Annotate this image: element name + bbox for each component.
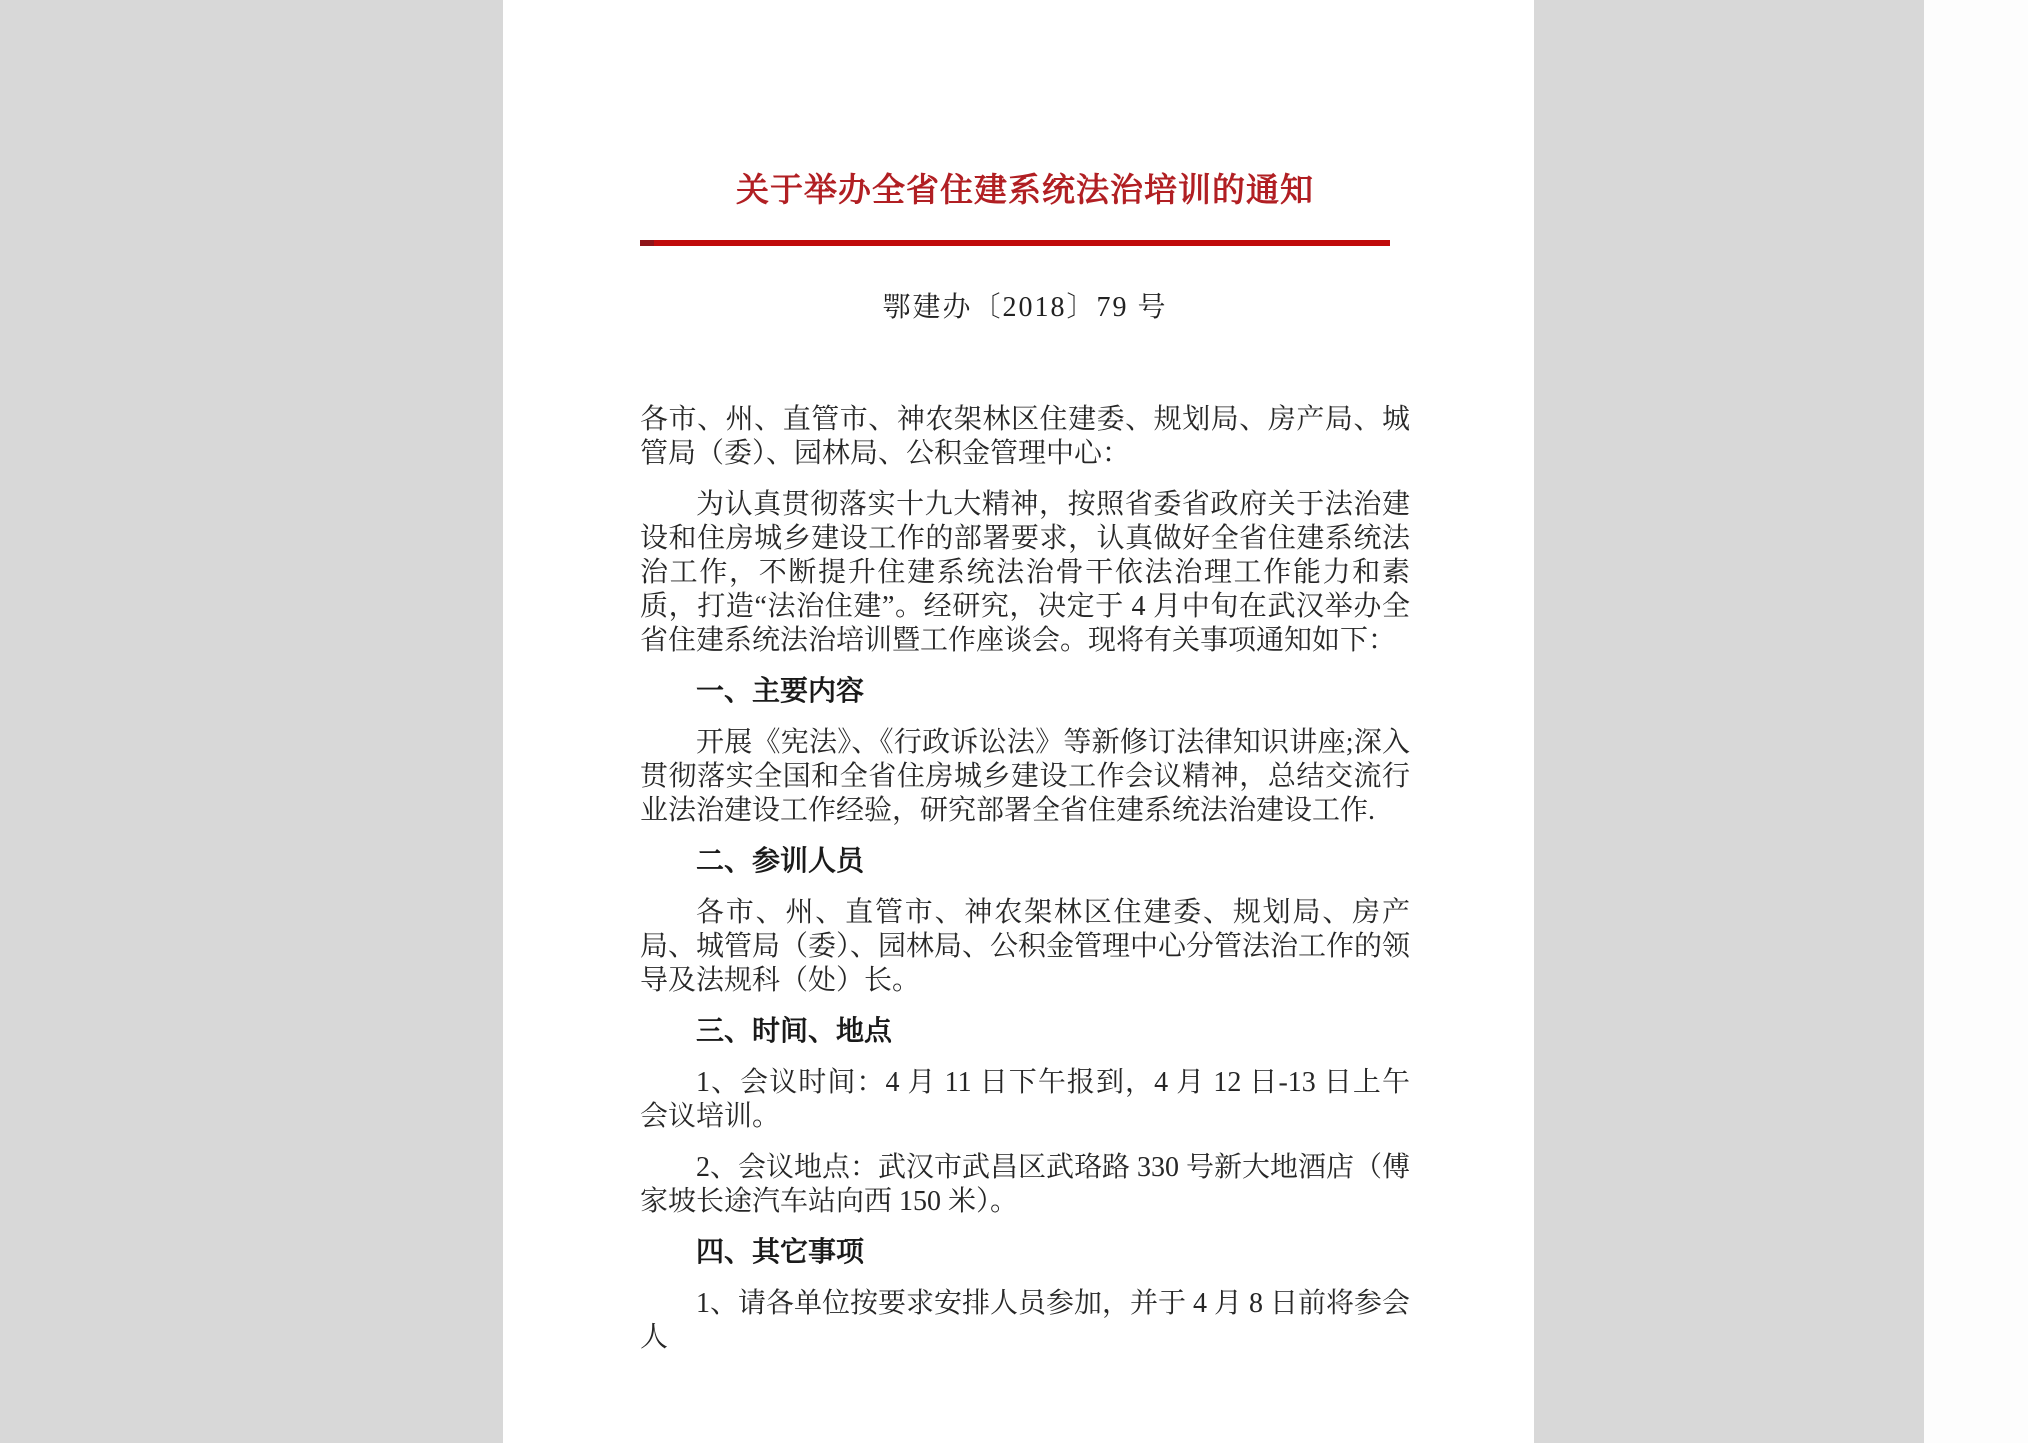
section-heading-time-place: 三、时间、地点 (696, 1016, 893, 1047)
section-heading-participants: 二、参训人员 (696, 846, 865, 877)
participants-paragraph: 各市、州、直管市、神农架林区住建委、规划局、房产局、城管局（委）、园林局、公积金管理中心分管法治工作的领导及法规科（处）长。 (640, 897, 1411, 996)
section-heading-other-matters: 四、其它事项 (696, 1237, 865, 1268)
intro-paragraph: 为认真贯彻落实十九大精神，按照省委省政府关于法治建设和住房城乡建设工作的部署要求，认真做好全省住建系统法治工作，不断提升住建系统法治骨干依法治理工作能力和素质，打造“法治住建”。经研究，决定于 4 月中旬在武汉举办全省住建系统法治培训暨工作座谈会。现将有关事项通知如下： (640, 489, 1410, 656)
title-underline (640, 240, 1390, 246)
document-number: 鄂建办〔2018〕79 号 (882, 292, 1168, 323)
underline-left-cap (640, 240, 654, 246)
section-heading-main-content: 一、主要内容 (696, 676, 865, 707)
meeting-location-paragraph: 2、会议地点：武汉市武昌区武珞路 330 号新大地酒店（傅家坡长途汽车站向西 150 米）。 (640, 1152, 1411, 1217)
document-content (503, 170, 1534, 1355)
main-content-paragraph: 开展《宪法》、《行政诉讼法》等新修订法律知识讲座;深入贯彻落实全国和全省住房城乡建设工作会议精神，总结交流行业法治建设工作经验，研究部署全省住建系统法治建设工作. (640, 727, 1410, 826)
document-page (503, 0, 1534, 1443)
addressee-paragraph: 各市、州、直管市、神农架林区住建委、规划局、房产局、城管局（委）、园林局、公积金管理中心： (640, 404, 1410, 469)
notice-title: 关于举办全省住建系统法治培训的通知 (736, 173, 1314, 209)
other-matters-paragraph: 1、请各单位按要求安排人员参加，并于 4 月 8 日前将参会人 (640, 1288, 1411, 1353)
meeting-time-paragraph: 1、会议时间：4 月 11 日下午报到，4 月 12 日-13 日上午会议培训。 (640, 1067, 1410, 1132)
